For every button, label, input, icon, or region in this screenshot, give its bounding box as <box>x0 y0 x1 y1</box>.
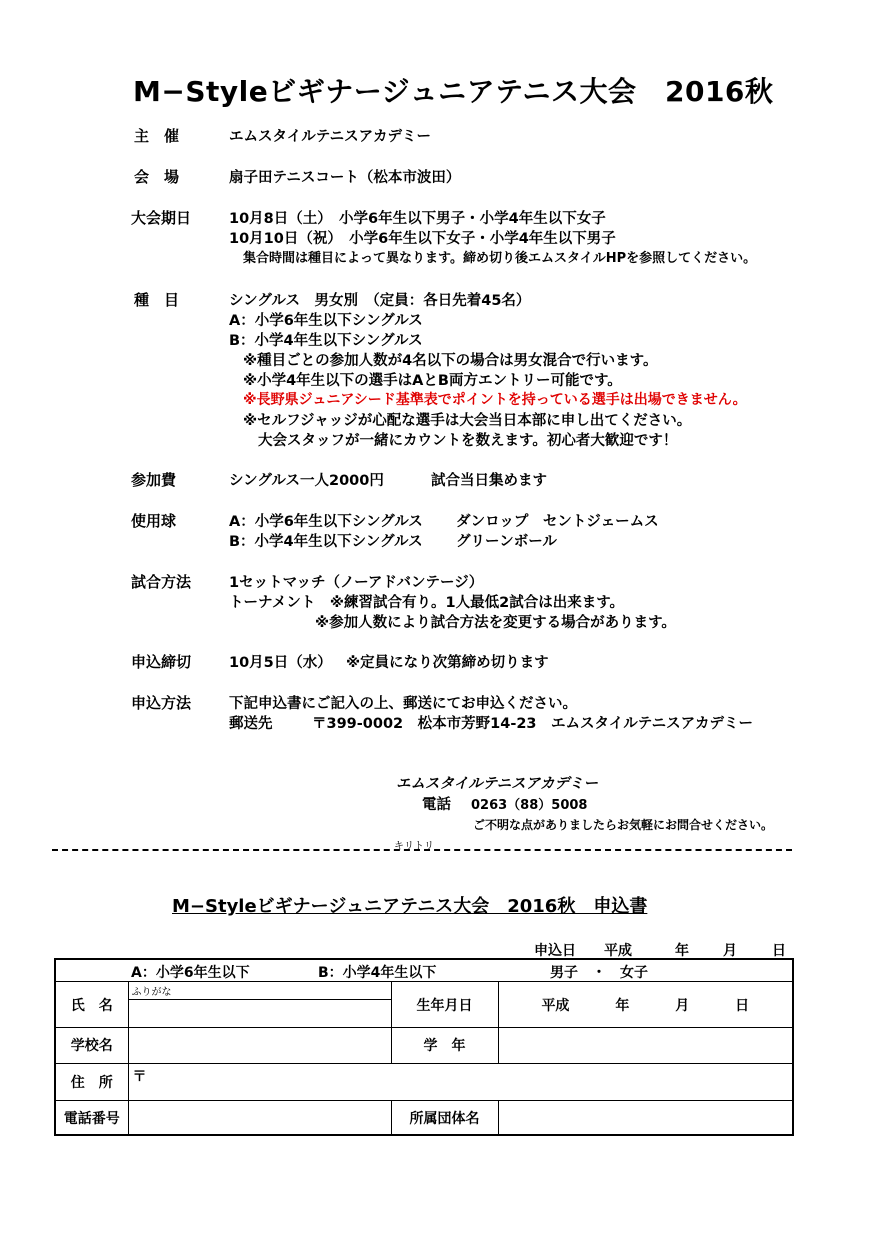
birth-era: 平成 <box>541 997 570 1014</box>
contact-phone: 0263（88）5008 <box>471 798 588 813</box>
grade-field[interactable] <box>498 1028 793 1063</box>
apply-date-label: 申込日 <box>534 943 576 959</box>
events-line-2: A：小学6年生以下シングルス <box>229 313 423 329</box>
balls-label: 使用球 <box>131 512 177 530</box>
deadline-value: 10月5日（水） <box>229 655 332 671</box>
birth-field[interactable] <box>498 981 793 1028</box>
events-line-3: B：小学4年生以下シングルス <box>229 333 423 349</box>
page-title: M−Styleビギナージュニアテニス大会 2016秋 <box>133 75 774 108</box>
option-a[interactable]: A：小学6年生以下 <box>131 965 250 981</box>
form-title: M−Styleビギナージュニアテニス大会 2016秋 申込書 <box>172 896 648 917</box>
apply-date-year: 年 <box>675 943 689 959</box>
mail-address: 〒399-0002 松本市芳野14-23 エムスタイルテニスアカデミー <box>312 716 753 732</box>
school-row <box>55 1028 793 1063</box>
phone-row <box>55 1101 793 1135</box>
apply-label: 申込方法 <box>131 694 192 712</box>
organizer-value: エムスタイルテニスアカデミー <box>229 129 431 145</box>
format-line-3: ※参加人数により試合方法を変更する場合があります。 <box>315 615 676 631</box>
balls-ball-b: グリーンボール <box>456 534 557 550</box>
format-line-2: トーナメント ※練習試合有り。1人最低2試合は出来ます。 <box>229 595 625 611</box>
school-label: 学校名 <box>55 1028 128 1063</box>
application-form-table <box>54 958 794 1136</box>
events-line-1: シングルス 男女別 （定員：各日先着45名） <box>229 293 531 309</box>
deadline-note: ※定員になり次第締め切ります <box>346 655 549 671</box>
birth-year: 年 <box>615 997 630 1014</box>
furigana-divider <box>129 999 391 1000</box>
events-note-3: ※長野県ジュニアシード基準表でポイントを持っている選手は出場できません。 <box>243 392 747 408</box>
dates-note: 集合時間は種目によって異なります。締め切り後エムスタイルHPを参照してください。 <box>243 251 757 266</box>
furigana-label: ふりがな <box>131 986 172 998</box>
option-row <box>55 959 793 981</box>
mail-label: 郵送先 <box>229 716 273 732</box>
apply-line-1: 下記申込書にご記入の上、郵送にてお申込ください。 <box>229 696 577 712</box>
events-note-1: ※種目ごとの参加人数が4名以下の場合は男女混合で行います。 <box>243 353 658 369</box>
name-label: 氏 名 <box>55 981 128 1028</box>
name-row <box>55 981 793 1028</box>
gender-option[interactable]: 男子 ・ 女子 <box>550 965 648 981</box>
apply-date-era: 平成 <box>604 943 632 959</box>
address-field[interactable] <box>128 1063 793 1100</box>
name-field[interactable] <box>128 981 391 1028</box>
club-field[interactable] <box>498 1101 793 1135</box>
events-label: 種 目 <box>134 291 180 309</box>
deadline-label: 申込締切 <box>131 653 192 671</box>
birth-day: 日 <box>735 997 750 1014</box>
events-note-4: ※セルフジャッジが心配な選手は大会当日本部に申し出てください。 <box>243 413 692 429</box>
birth-label: 生年月日 <box>391 981 498 1028</box>
grade-label: 学 年 <box>391 1028 498 1063</box>
venue-label: 会 場 <box>134 168 180 186</box>
contact-org: エムスタイルテニスアカデミー <box>396 776 598 792</box>
apply-date-month: 月 <box>723 943 737 959</box>
contact-note: ご不明な点がありましたらお気軽にお問合せください。 <box>473 818 774 832</box>
address-row <box>55 1063 793 1100</box>
phone-label: 電話番号 <box>55 1101 128 1135</box>
fee-note: 試合当日集めます <box>431 473 547 489</box>
fee-value: シングルス一人2000円 <box>229 473 384 489</box>
format-label: 試合方法 <box>131 573 192 591</box>
apply-date-day: 日 <box>772 943 786 959</box>
dates-label: 大会期日 <box>131 209 192 227</box>
dates-line-2: 10月10日（祝） 小学6年生以下女子・小学4年生以下男子 <box>229 231 616 247</box>
events-note-5: 大会スタッフが一緒にカウントを数えます。初心者大歓迎です！ <box>258 433 678 449</box>
dates-line-1: 10月8日（土） 小学6年生以下男子・小学4年生以下女子 <box>229 211 606 227</box>
option-b[interactable]: B：小学4年生以下 <box>318 965 437 981</box>
phone-field[interactable] <box>128 1101 391 1135</box>
address-label: 住 所 <box>55 1063 128 1100</box>
club-label: 所属団体名 <box>391 1101 498 1135</box>
fee-label: 参加費 <box>131 471 177 489</box>
events-note-2: ※小学4年生以下の選手はAとB両方エントリー可能です。 <box>243 373 622 389</box>
format-line-1: 1セットマッチ（ノーアドバンテージ） <box>229 575 484 591</box>
organizer-label: 主 催 <box>134 127 180 145</box>
birth-month: 月 <box>675 997 690 1014</box>
contact-phone-label: 電話 <box>422 797 451 813</box>
balls-cat-a: A：小学6年生以下シングルス <box>229 514 423 530</box>
balls-cat-b: B：小学4年生以下シングルス <box>229 534 423 550</box>
cut-label: キリトリ <box>394 841 434 852</box>
venue-value: 扇子田テニスコート（松本市波田） <box>229 170 461 186</box>
postal-mark: 〒 <box>132 1068 147 1085</box>
school-field[interactable] <box>128 1028 391 1063</box>
balls-ball-a: ダンロップ セントジェームス <box>456 514 659 530</box>
